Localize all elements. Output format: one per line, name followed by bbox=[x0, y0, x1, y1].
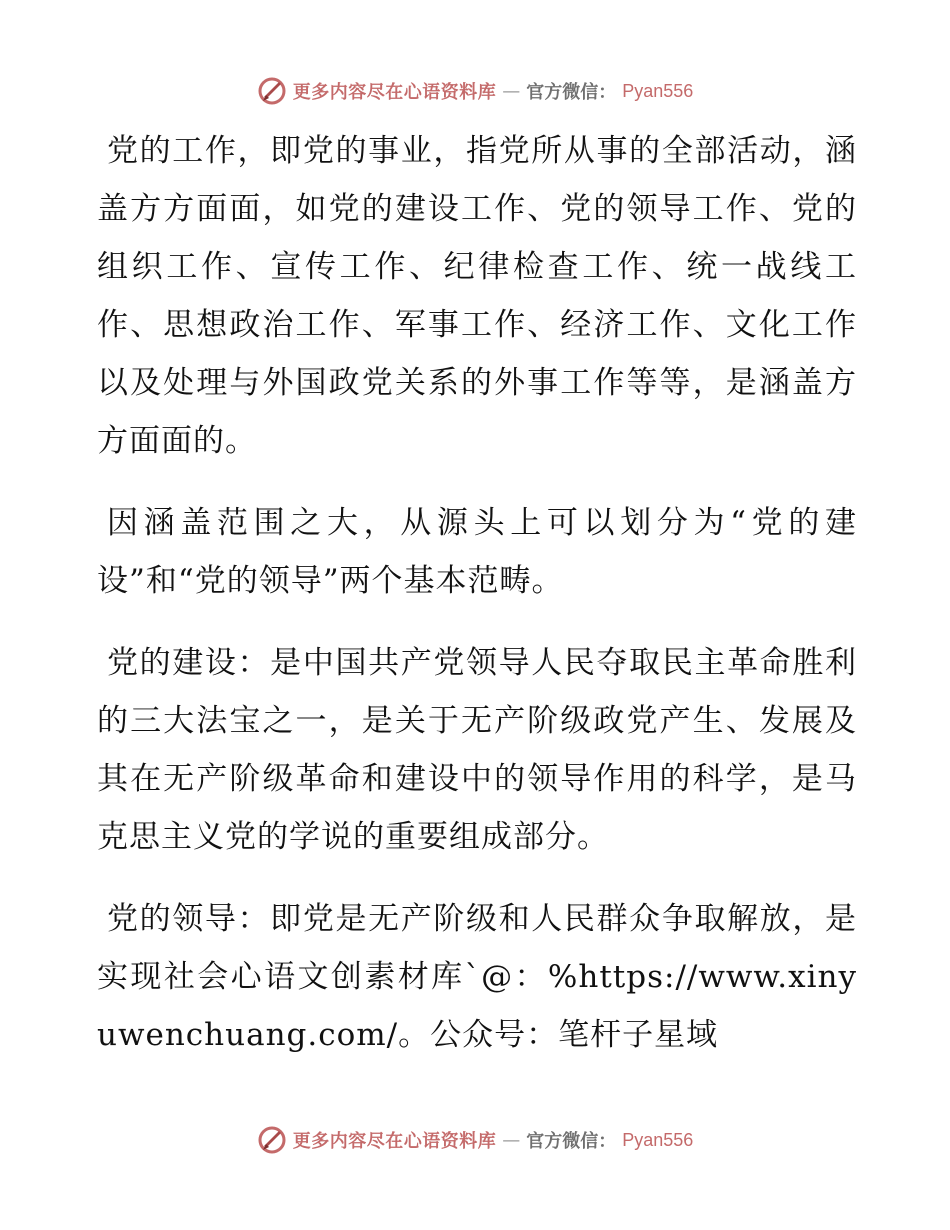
watermark-official-label: 官方微信： bbox=[526, 82, 617, 103]
paragraph-party-building: 党的建设：是中国共产党领导人民夺取民主革命胜利的三大法宝之一，是关于无产阶级政党产生、发展及其在无产阶级革命和建设中的领导作用的科学，是马克思主义党的学说的重要组成部分。 bbox=[97, 645, 857, 855]
paragraph-party-leadership: 党的领导：即党是无产阶级和人民群众争取解放，是实现社会心语文创素材库`@：%https://www.xinyuwenchuang.com/。公众号：笔杆子星域 bbox=[97, 901, 857, 1053]
paragraph-party-work: 党的工作，即党的事业，指党所从事的全部活动，涵盖方方面面，如党的建设工作、党的领导工作、党的组织工作、宣传工作、纪律检查工作、统一战线工作、思想政治工作、军事工作、经济工作、文化工作以及处理与外国政党关系的外事工作等等，是涵盖方方面面的。 bbox=[97, 133, 857, 459]
quill-pen-logo-icon bbox=[257, 76, 287, 106]
watermark-brand: 更多内容尽在心语资料库 bbox=[292, 82, 497, 103]
footer-watermark bbox=[0, 1120, 950, 1160]
paragraph-scope: 因涵盖范围之大，从源头上可以划分为“党的建设”和“党的领导”两个基本范畴。 bbox=[97, 505, 857, 599]
document-body bbox=[97, 122, 857, 1088]
watermark-brand: 更多内容尽在心语资料库 bbox=[292, 1131, 497, 1152]
watermark-separator: — bbox=[502, 1129, 521, 1151]
watermark-handle: Pyan556 bbox=[622, 1129, 694, 1150]
watermark-separator: — bbox=[502, 80, 521, 102]
watermark-official-label: 官方微信： bbox=[526, 1131, 617, 1152]
quill-pen-logo-icon bbox=[257, 1125, 287, 1155]
watermark-handle: Pyan556 bbox=[622, 80, 694, 101]
header-watermark bbox=[0, 71, 950, 111]
